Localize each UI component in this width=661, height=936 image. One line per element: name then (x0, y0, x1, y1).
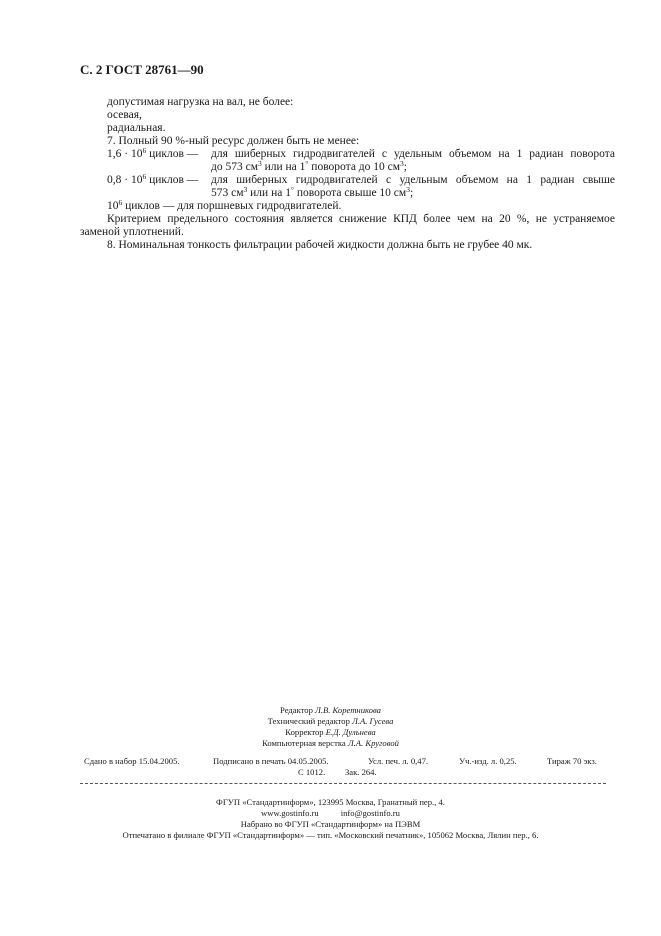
item-1-text-line-1: для шиберных гидродвигателей с удельным объемом на 1 радиан поворота (211, 148, 615, 160)
credit-tech-editor: Технический редактор Л.А. Гусева (267, 716, 394, 726)
publisher-typeset: Набрано во ФГУП «Стандартинформ» на ПЭВМ (240, 819, 421, 829)
imprint-run: Тираж 70 экз. (547, 756, 597, 766)
imprint-edition: Уч.-изд. л. 0,25. (459, 756, 517, 766)
imprint-signed: Подписано в печать 04.05.2005. (213, 756, 329, 766)
publisher-address: ФГУП «Стандартинформ», 123995 Москва, Гранатный пер., 4. (216, 797, 445, 807)
publisher-website[interactable]: www.gostinfo.ru (261, 808, 319, 818)
item-2-text-line-2: 573 $см^3$ или на 1° поворота свыше 10 $см^3$; (211, 185, 414, 199)
item-8-line: 8. Номинальная тонкость фильтрации рабочей жидкости должна быть не грубее 40 мк. (107, 239, 533, 251)
imprint-pages: Усл. печ. л. 0,47. (368, 756, 429, 766)
imprint-c: С 1012. (298, 767, 326, 777)
cycles-label-1: $1,6 \cdot 10^6$ циклов — (107, 146, 199, 160)
cycles-label-2: $0,8 \cdot 10^6$ циклов — (107, 172, 199, 186)
credit-corrector: Корректор Е.Д. Дульнева (285, 727, 376, 737)
item-1-text-line-2: до 573 $см^3$ или на 1° поворота до 10 $см^3$; (211, 159, 407, 173)
credit-layout: Компьютерная верстка Л.А. Круговой (262, 738, 399, 748)
imprint-sent: Сдано в набор 15.04.2005. (84, 756, 180, 766)
publisher-email[interactable]: info@gostinfo.ru (340, 808, 400, 818)
divider-rule (80, 783, 606, 784)
load-line: допустимая нагрузка на вал, не более: (107, 96, 294, 108)
criterion-line-1: Критерием предельного состояния является снижение КПД более чем на 20 %, не устраняемое (107, 213, 615, 225)
item-3-line: $10^6$ циклов — для поршневых гидродвигателей. (107, 198, 342, 212)
item-2-text-line-1: для шиберных гидродвигателей с удельным объемом на 1 радиан свыше (211, 174, 615, 186)
radial-line: радиальная. (107, 122, 166, 134)
publisher-contacts (0, 808, 661, 819)
credit-editor: Редактор Л.В. Коретникова (280, 705, 381, 715)
imprint-order: Зак. 264. (345, 767, 377, 777)
page-header: С. 2 ГОСТ 28761—90 (80, 62, 204, 77)
criterion-line-2: заменой уплотнений. (80, 226, 184, 238)
publisher-printed: Отпечатано в филиале ФГУП «Стандартинформ» — тип. «Московский печатник», 105062 Москва, Лялин пер., 6. (122, 830, 539, 840)
item-7-heading: 7. Полный 90 %-ный ресурс должен быть не менее: (107, 135, 360, 147)
axial-line: осевая, (107, 109, 142, 121)
